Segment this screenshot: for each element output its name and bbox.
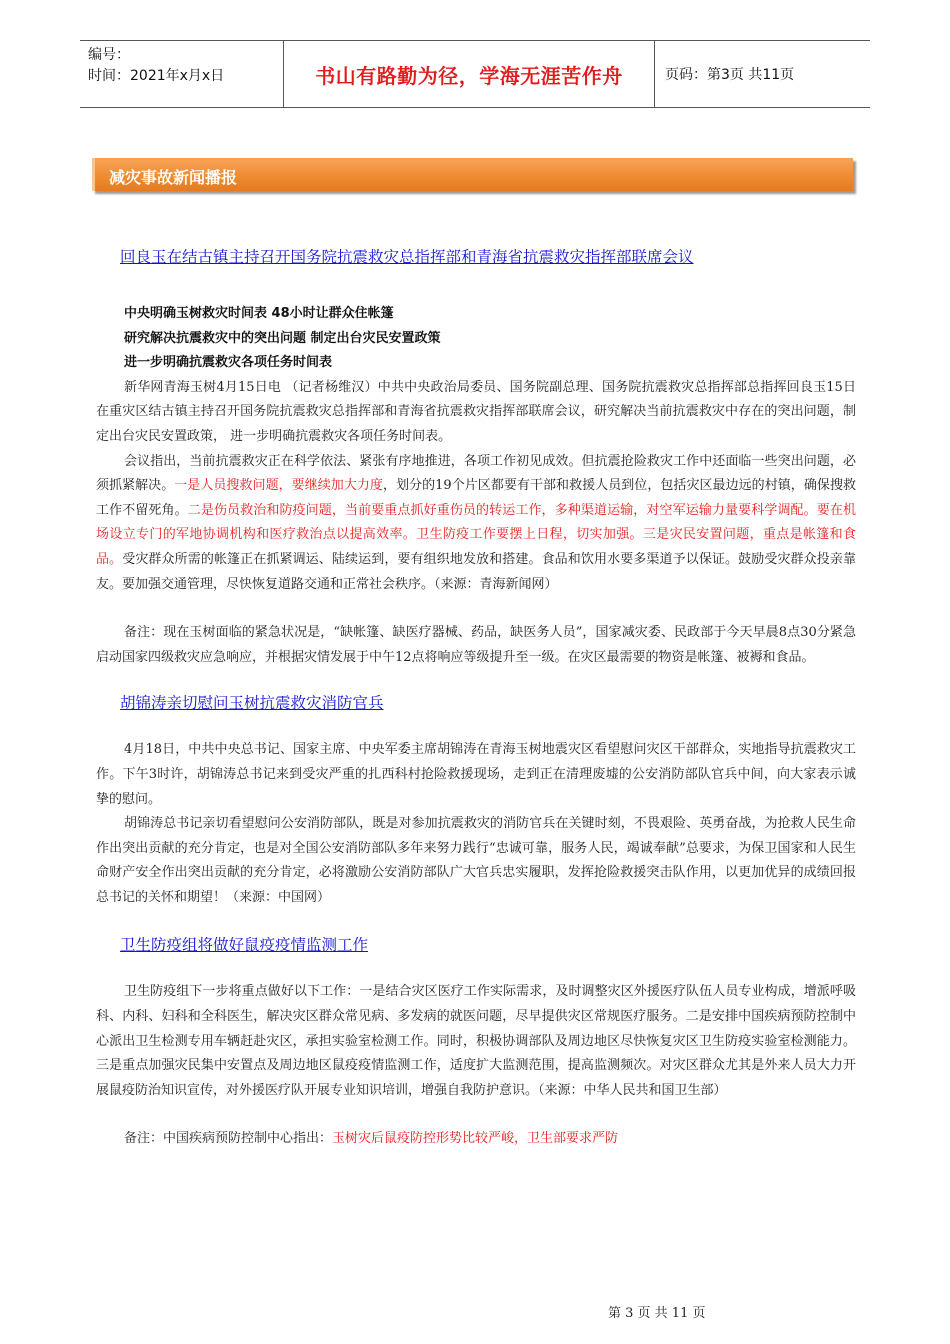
paragraph-text: 会议指出，当前抗震救灾正在科学依法、紧张有序地推进，各项工作初见成效。但抗震抢险救灾工作中还面临一些突出问题，必须抓紧解决。 [96,453,856,494]
header-motto: 书山有路勤为径，学海无涯苦作舟 [284,41,655,107]
article-title-link[interactable]: 胡锦涛亲切慰问玉树抗震救灾消防官兵 [120,694,384,713]
paragraph-text: ，划分的19个片区都要有干部和救援人员到位，包括灾区最边远的村镇，确保搜救工作不留死角。 [96,478,856,518]
note-text: 备注：中国疾病预防控制中心指出： [124,1131,333,1147]
page-footer: 第 3 页 共 11 页 [608,1306,706,1321]
article-note [96,1127,856,1152]
page-header [80,40,870,108]
highlight-text: 一是人员搜救问题，要继续加大力度 [174,478,383,494]
article-paragraph: 4月18日，中共中央总书记、国家主席、中央军委主席胡锦涛在青海玉树地震灾区看望慰问灾区干部群众，实地指导抗震救灾工作。下午3时许，胡锦涛总书记来到受灾严重的扎西科村抢险救援现场，走到正在清理废墟的公安消防部队官兵中间，向大家表示诚挚的慰问。 [96,742,856,807]
page-number-label: 页码：第3页 共11页 [665,67,795,83]
article-subtitle: 研究解决抗震救灾中的突出问题 制定出台灾民安置政策 [124,330,441,346]
header-meta [80,41,284,107]
article-paragraph: 卫生防疫组下一步将重点做好以下工作：一是结合灾区医疗工作实际需求，及时调整灾区外援医疗队伍人员专业构成，增派呼吸科、内科、妇科和全科医生，解决灾区群众常见病、多发病的就医问题，尽早提供灾区常规医疗服务。二是安排中国疾病预防控制中心派出卫生检测专用车辆赶赴灾区，承担实验室检测工作。同时，积极协调部队及周边地区尽快恢复灾区卫生防疫实验室检测能力。三是重点加强灾民集中安置点及周边地区鼠疫疫情监测工作，适度扩大监测范围，提高监测频次。对灾区群众尤其是外来人员大力开展鼠疫防治知识宣传，对外援医疗队开展专业知识培训，增强自我防护意识。（来源：中华人民共和国卫生部） [96,984,856,1098]
article-paragraph [96,450,856,598]
article [96,240,856,670]
article-title-link[interactable]: 卫生防疫组将做好鼠疫疫情监测工作 [120,936,369,955]
news-content [96,240,856,1152]
time-label: 时间：2021年x月x日 [88,68,225,84]
banner-title: 减灾事故新闻播报 [109,168,238,187]
article-title-link[interactable]: 回良玉在结古镇主持召开国务院抗震救灾总指挥部和青海省抗震救灾指挥部联席会议 [120,248,694,266]
article [96,686,856,910]
section-banner [92,158,853,191]
article [96,928,856,1152]
article-subtitle: 中央明确玉树救灾时间表 48小时让群众住帐篷 [124,306,394,321]
article-paragraph: 胡锦涛总书记亲切看望慰问公安消防部队，既是对参加抗震救灾的消防官兵在关键时刻，不畏艰险、英勇奋战，为抢救人民生命作出突出贡献的充分肯定，也是对全国公安消防部队多年来努力践行“忠诚可靠，服务人民，竭诚奉献”总要求，为保卫国家和人民生命财产安全作出突出贡献的充分肯定，必将激励公安消防部队广大官兵忠实履职，发挥抢险救援突击队作用，以更加优异的成绩回报总书记的关怀和期望！（来源：中国网） [96,816,856,905]
number-label: 编号： [88,47,130,63]
paragraph-text: 受灾群众所需的帐篷正在抓紧调运、陆续运到，要有组织地发放和搭建。食品和饮用水要多渠道予以保证。鼓励受灾群众投亲靠友。要加强交通管理，尽快恢复道路交通和正常社会秩序。（来源：青海新闻网） [96,551,856,592]
highlight-text: 二是伤员救治和防疫问题，当前要重点抓好重伤员的转运工作，多种渠道运输，对空军运输力量要科学调配。要在机场设立专门的军地协调机构和医疗救治点以提高效率。卫生防疫工作要摆上日程，切实加强。三是灾民安置问题，重点是帐篷和食品。 [96,502,856,567]
article-note: 备注：现在玉树面临的紧急状况是，“缺帐篷、缺医疗器械、药品，缺医务人员”，国家减灾委、民政部于今天早晨8点30分紧急启动国家四级救灾应急响应，并根据灾情发展于中午12点将响应等级提升至一级。在灾区最需要的物资是帐篷、被褥和食品。 [96,625,856,665]
article-subtitle: 进一步明确抗震救灾各项任务时间表 [124,355,333,371]
article-paragraph: 新华网青海玉树4月15日电 （记者杨维汉）中共中央政治局委员、国务院副总理、国务院抗震救灾总指挥部总指挥回良玉15日在重灾区结古镇主持召开国务院抗震救灾总指挥部和青海省抗震救灾指挥部联席会议，研究解决当前抗震救灾中存在的突出问题，制定出台灾民安置政策， 进一步明确抗震救灾各项任务时间表。 [96,379,856,444]
highlight-text: 玉树灾后鼠疫防控形势比较严峻，卫生部要求严防 [332,1131,619,1147]
